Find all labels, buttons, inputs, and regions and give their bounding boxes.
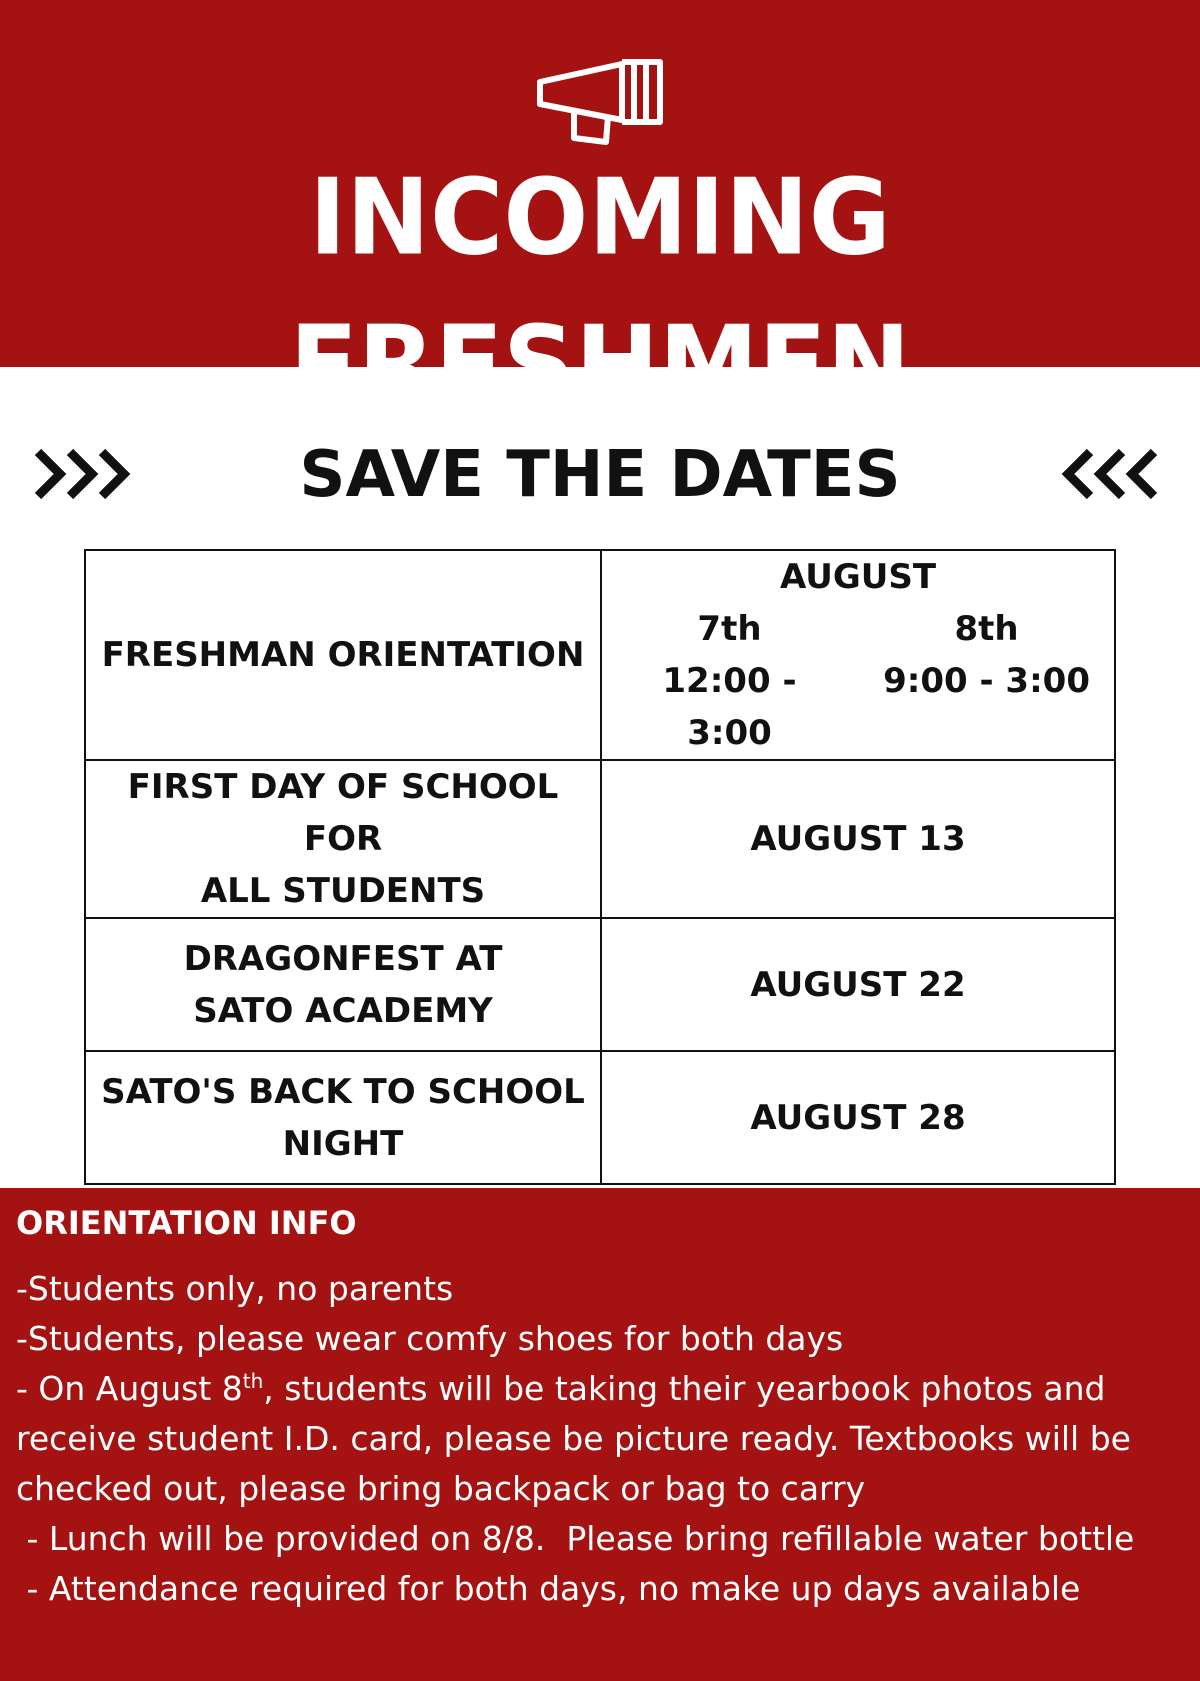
event-name-line: ALL STUDENTS [200, 871, 486, 911]
event-name-line: NIGHT [282, 1123, 404, 1164]
event-name-line: SATO ACADEMY [193, 990, 493, 1031]
event-name-cell [85, 918, 601, 1051]
list-item: - Lunch will be provided on 8/8. Please bring refillable water bottle [16, 1519, 1135, 1558]
event-date-cell [601, 760, 1115, 918]
list-item: - Attendance required for both days, no make up days available [16, 1569, 1081, 1608]
event-month: AUGUST [779, 557, 937, 597]
event-date: AUGUST 28 [750, 1097, 966, 1138]
event-day: 7th [697, 609, 762, 649]
event-time: 9:00 - 3:00 [883, 661, 1090, 701]
orientation-info-list [16, 1264, 1188, 1614]
event-name-cell [85, 550, 601, 760]
event-name: FRESHMAN ORIENTATION [101, 635, 585, 675]
event-name-line: SATO'S BACK TO SCHOOL [101, 1071, 585, 1112]
event-date: AUGUST 13 [750, 819, 966, 859]
save-the-dates-heading-row [0, 430, 1200, 520]
chevrons-left-icon [1060, 444, 1170, 504]
list-item: -Students, please wear comfy shoes for both days [16, 1319, 844, 1358]
megaphone-icon [534, 58, 666, 150]
page-title: INCOMING FRESHMEN [289, 156, 911, 426]
list-item-text: - On August 8 [16, 1369, 243, 1408]
list-item-text: , students will be taking their yearbook photos and receive student I.D. card, please be picture ready. Textbooks will be checked out, please bring backpack or bag to carry [16, 1369, 1131, 1508]
event-name-line: FIRST DAY OF SCHOOL FOR [127, 767, 559, 859]
table-row [85, 1051, 1115, 1184]
event-date-cell [601, 550, 1115, 760]
table-row [85, 918, 1115, 1051]
header-banner [0, 0, 1200, 426]
event-name-cell [85, 760, 601, 918]
table-row [85, 760, 1115, 918]
orientation-info-section [0, 1188, 1200, 1681]
orientation-day-1 [620, 603, 839, 759]
event-date: AUGUST 22 [750, 964, 966, 1005]
event-name-cell [85, 1051, 601, 1184]
ordinal-suffix: th [242, 1369, 264, 1393]
list-item [16, 1364, 1188, 1514]
orientation-info-title: ORIENTATION INFO [16, 1204, 357, 1242]
table-row [85, 550, 1115, 760]
dates-table [84, 549, 1116, 1185]
event-day: 8th [954, 609, 1019, 649]
list-item: -Students only, no parents [16, 1269, 454, 1308]
orientation-day-2 [877, 603, 1096, 759]
event-name-line: DRAGONFEST AT [183, 938, 503, 979]
save-the-dates-title: SAVE THE DATES [299, 438, 901, 512]
event-time: 12:00 - 3:00 [662, 661, 797, 753]
chevrons-right-icon [32, 444, 142, 504]
event-date-cell [601, 1051, 1115, 1184]
event-date-cell [601, 918, 1115, 1051]
